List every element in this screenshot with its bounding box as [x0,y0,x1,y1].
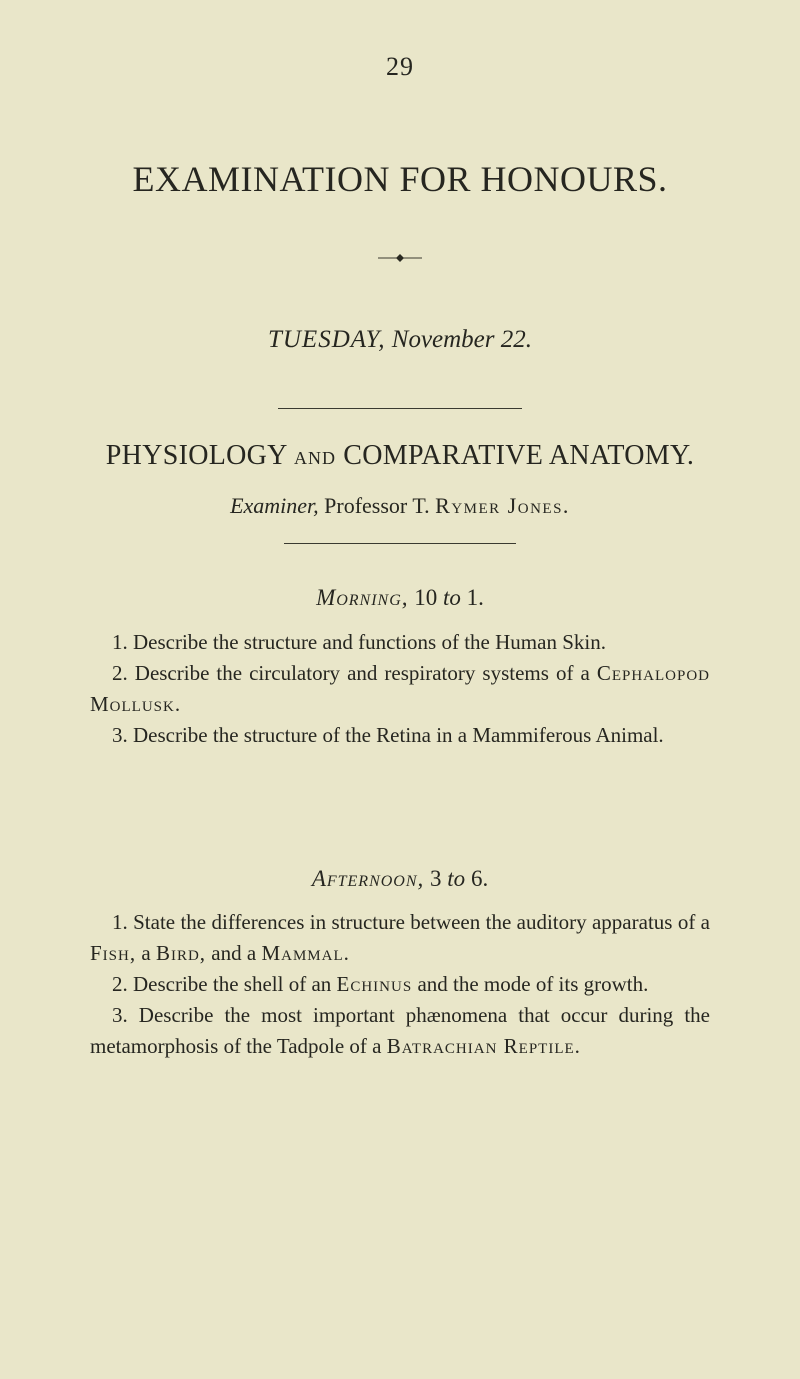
session-label: Afternoon, [311,866,425,891]
question-item [90,658,710,720]
page-title: EXAMINATION FOR HONOURS. [132,159,668,199]
afternoon-questions [90,907,710,1062]
exam-month-day: November 22. [391,326,533,353]
page-number: 29 [386,52,414,81]
question-text: and the mode of its growth. [417,972,649,996]
examiner-title: Professor T. [324,493,430,518]
question-text: 2. Describe the shell of an [112,972,332,996]
exam-date [0,326,800,354]
question-taxon: Fish, [90,941,137,965]
subject-joiner: AND [293,448,336,468]
question-text: and a [211,941,257,965]
morning-questions [90,627,710,751]
morning-session-heading [0,585,800,611]
examiner-line [0,493,800,519]
question-text: 2. Describe the circulatory and respiratory systems of a [112,661,590,685]
session-to: to [447,866,466,891]
subject-part1: PHYSIOLOGY [105,440,287,471]
question-taxon: Cephalopod Mollusk. [90,661,711,716]
subject-heading [0,440,800,472]
question-taxon: Echinus [336,972,413,996]
question-taxon: Mammal. [261,941,350,965]
session-label: Morning, [316,585,409,610]
question-item [90,720,710,751]
question-item [90,1000,710,1062]
question-item [90,969,710,1000]
session-end: 6. [470,866,489,891]
question-taxon: Bird, [155,941,207,965]
examiner-role: Examiner, [230,493,319,518]
ornament-divider-icon [370,252,430,264]
question-text: a [141,941,151,965]
question-item [90,627,710,658]
question-text: 3. Describe the most important phænomena that occur during the metamorphosis of the Tadpole of a [90,1003,710,1058]
subject-part2: COMPARATIVE ANATOMY. [343,440,695,471]
question-item [90,907,710,969]
exam-day: TUESDAY, [267,326,386,353]
examiner-name: Rymer Jones. [435,493,570,518]
question-text: 3. Describe the structure of the Retina in a Mammiferous Animal. [112,723,664,747]
session-to: to [443,585,461,610]
divider-rule [284,543,516,544]
divider-rule [278,408,522,409]
question-text: 1. Describe the structure and functions of the Human Skin. [112,630,606,654]
question-text: 1. State the differences in structure between the auditory apparatus of a [112,910,710,934]
session-start: 10 [414,585,438,610]
afternoon-session-heading [0,866,800,892]
session-end: 1. [466,585,484,610]
question-taxon: Batrachian Reptile. [386,1034,581,1058]
session-start: 3 [430,866,442,891]
